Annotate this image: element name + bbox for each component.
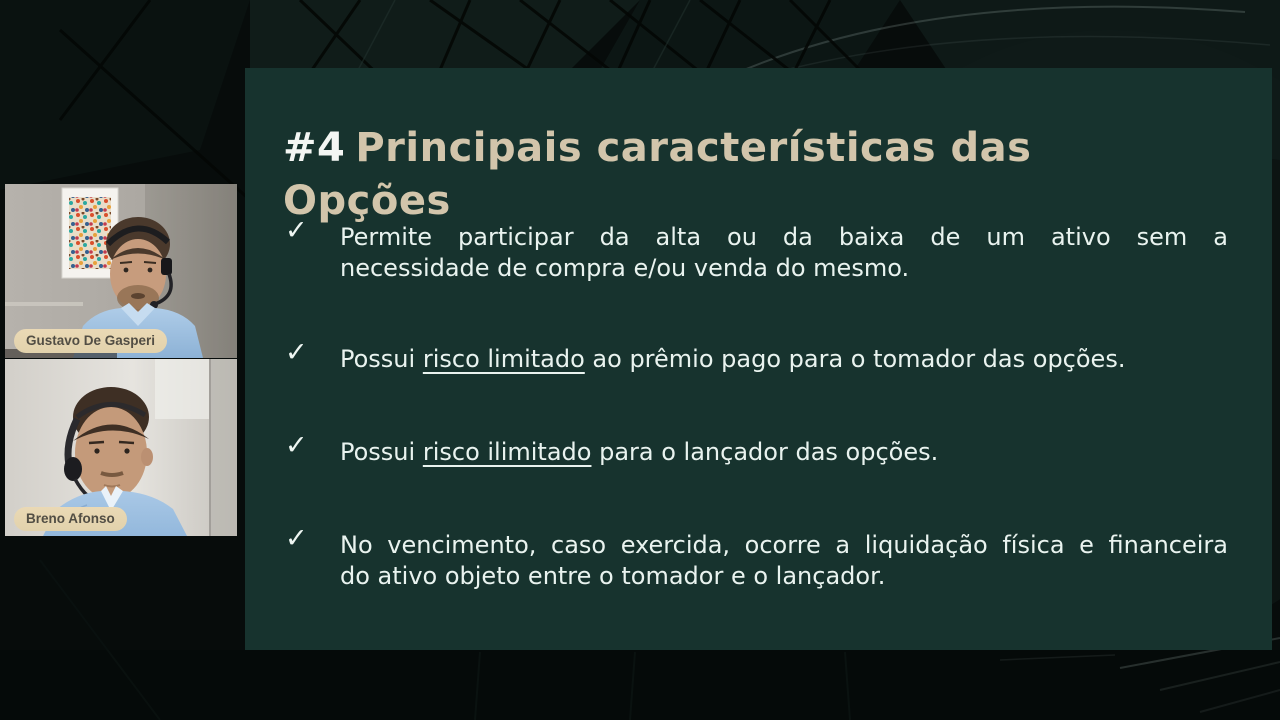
bullet-item	[285, 215, 1235, 284]
checkmark-icon: ✓	[285, 430, 308, 461]
checkmark-icon: ✓	[285, 337, 308, 368]
bullet-item	[285, 337, 1235, 375]
bullet-text: Possui risco limitado ao prêmio pago para o tomador das opções.	[340, 345, 1126, 373]
slide-title-line2: Opções	[283, 178, 451, 224]
video-tile-breno[interactable]	[5, 359, 237, 536]
bullet-item	[285, 430, 1235, 468]
checkmark-icon: ✓	[285, 523, 308, 554]
checkmark-icon: ✓	[285, 215, 308, 246]
video-tile-gustavo[interactable]	[5, 184, 237, 358]
name-badge-breno: Breno Afonso	[14, 507, 127, 531]
name-badge-gustavo: Gustavo De Gasperi	[14, 329, 167, 353]
slide-panel	[245, 68, 1272, 650]
slide-number: #4	[283, 125, 346, 171]
slide-title-line1: Principais características das	[355, 125, 1032, 171]
slide-title	[283, 122, 1243, 228]
bullet-item	[285, 523, 1235, 592]
bullet-text: Possui risco ilimitado para o lançador das opções.	[340, 438, 939, 466]
bullet-text: Permite participar da alta ou da baixa de um ativo sem a necessidade de compra e/ou venda do mesmo.	[340, 223, 1228, 282]
bullet-text: No vencimento, caso exercida, ocorre a liquidação física e financeira do ativo objeto entre o tomador e o lançador.	[340, 531, 1228, 590]
